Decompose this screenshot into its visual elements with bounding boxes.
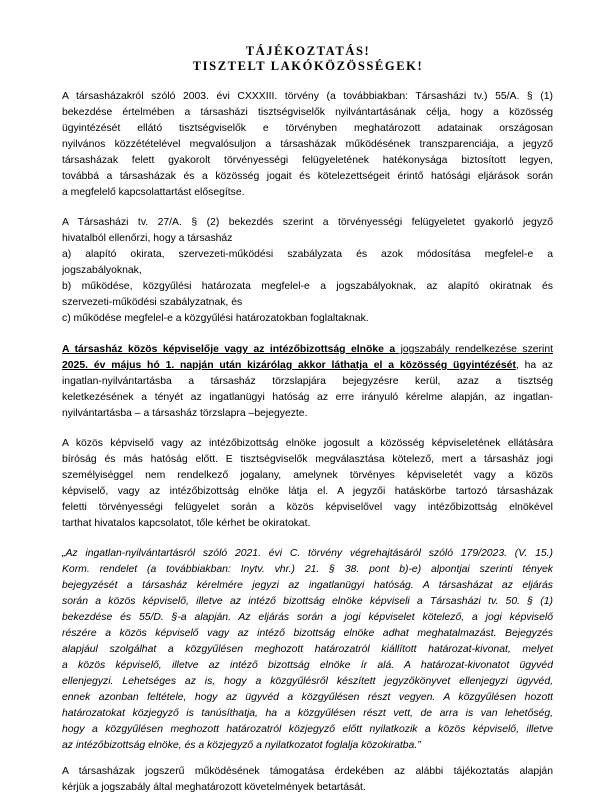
text-line: alapjául szolgálhat a közgyűlésen meghozott határozatról kiállított határozat-kivonat, melyet [62, 644, 553, 655]
paragraph-closing [62, 764, 553, 796]
text-line: során a közös képviselő, illetve az intéző bizottság elnöke képviseli a Társasházi tv. 50. § (1) [62, 596, 553, 607]
paragraph-quote [62, 546, 553, 754]
list-item-b: b) működése, közgyűlési határozata megfelel-e a jogszabályoknak, az alapító okiratnak és [62, 281, 553, 292]
text-line: részére a közös képviselő vagy az intéző bizottság elnöke adhat meghatalmazást. Bejegyzés [62, 628, 553, 639]
paragraph-representative [62, 436, 553, 532]
text-line: bejegyzését a társasház kérelmére jegyzi az ingatlanügyi hatóság. A társasházat az eljárás [62, 580, 553, 591]
text-line: tarthat hivatalos kapcsolatot, tőle kérhet be okiratokat. [62, 518, 311, 529]
list-item-c: c) működése megfelel-e a közgyűlési határozatokban foglaltaknak. [62, 313, 369, 324]
text-line: kérjük a jogszabály által meghatározott követelmények betartását. [62, 782, 366, 793]
text-line: társasházak felett gyakorolt törvényességi felügyeletének hatékonysága biztosított legyen, [62, 155, 553, 166]
text-line: ingatlan-nyilvántartásba a társasház törzslapjára bejegyzésre kerül, azaz a tisztség [62, 376, 553, 387]
text-line: a közös képviselő, illetve az intéző bizottság elnöke ír alá. A határozat-kivonatot ügyvéd [62, 660, 553, 671]
text-line: ellenjegyzi. Lehetséges az is, hogy a közgyűlésről készített jegyzőkönyvet ellenjegyzi ügyvéd, [62, 676, 553, 687]
emphasis-bold: 2025. év május hó 1. napján után kizárólag akkor láthatja el a közösség ügyintézését [62, 360, 516, 371]
text-line: bekezdése és 55/D. §-a alapján. Az eljárás során a jogi képviselet kötelező, a jogi képviselő [62, 612, 553, 623]
document-subtitle: TISZTELT LAKÓKÖZÖSSÉGEK! [192, 59, 424, 73]
text-line: a megfelelő kapcsolattartást elősegítse. [62, 187, 245, 198]
text-line: ügyintézését ellátó tisztségviselők e törvényben meghatározott adatainak országosan [62, 123, 553, 134]
text-line: feletti törvényességi felügyelet során a közös képviselővel vagy intézőbizottság elnökével [62, 502, 553, 513]
text-line: az intézőbizottság elnöke, és a közjegyző a nyilatkozatot foglalja közokiratba.” [62, 740, 421, 751]
text-line: keletkezésének a tényét az ingatlanügyi hatóság az erre irányuló kérelme alapján, az ingatlan- [62, 392, 553, 403]
paragraph-intro [62, 89, 553, 201]
text-line [62, 342, 553, 358]
text-line: személyiséggel nem rendelkező jogalany, amelynek törvényes képviseletét vagy a közös [62, 470, 553, 481]
emphasis-bold: A társasház közös képviselője vagy az intézőbizottság elnöke a [62, 344, 396, 355]
text-line: 2025. év május hó 1. napján után kizárólag akkor láthatja el a közösség ügyintézését, ha az [62, 360, 553, 371]
list-item-b-cont: szervezeti-működési szabályzatnak, és [62, 297, 243, 308]
text-line: bekezdése értelmében a társasházi tisztségviselők nyilvántartásának célja, hogy a közösség [62, 107, 553, 118]
text-line: hivatalból ellenőrzi, hogy a társasház [62, 233, 233, 244]
text-line: A Társasházi tv. 27/A. § (2) bekezdés szerint a törvényességi felügyeletet gyakorló jegyző [62, 217, 553, 228]
text-line: hogy a közgyűlésen meghozott határozatról közjegyző előtt nyilatkozik a közös képviselő, illetve [62, 724, 553, 735]
text-line: nyilvános közzétételével megvalósuljon a társasházak működésének transzparenciája, a jegyző [62, 139, 553, 150]
text-line: A társasházak jogszerű működésének támogatása érdekében az alábbi tájékoztatás alapján [62, 766, 553, 777]
text-line: képviselő, vagy az intézőbizottság elnöke látja el. A jegyzői hatáskörbe tartozó társasházak [62, 486, 553, 497]
text-line: bíróság és más hatóság előtt. E tisztségviselők megválasztása kötelező, mert a társasház jogi [62, 454, 553, 465]
list-item-a-cont: jogszabályoknak, [62, 265, 142, 276]
text-line: A közös képviselő vagy az intézőbizottság elnöke jogosult a közösség képviseletének ellátására [62, 438, 553, 449]
text-line: Korm. rendelet (a továbbiakban: Inytv. vhr.) 21. § 38. pont b)-e) alpontjai szerinti tények [62, 564, 553, 575]
text-line: A társasházakról szóló 2003. évi CXXXIII. törvény (a továbbiakban: Társasházi tv.) 55/A. § (1) [62, 91, 553, 102]
text-line: továbbá a társasházak és a közösség jogait és kötelezettségeit érintő hatósági eljárások során [62, 171, 553, 182]
text-line: ennek azonban feltétele, hogy az ügyvéd a közgyűlésen részt vegyen. A közgyűlésen hozott [62, 692, 553, 703]
document-title: TÁJÉKOZTATÁS! [245, 44, 371, 58]
paragraph-registration [62, 342, 553, 422]
text-line: határozatokat közjegyző is tanúsíthatja, ha a közgyűlésen részt vett, de arra is van lehetőség, [62, 708, 553, 719]
text-line: „Az ingatlan-nyilvántartásról szóló 2021. évi C. törvény végrehajtásáról szóló 179/2023. (V. 15.) [62, 548, 553, 559]
text-line: nyilvántartásba – a társasház törzslapra –bejegyezte. [62, 408, 308, 419]
emphasis-underline: jogszabály rendelkezése szerint [395, 344, 553, 355]
paragraph-supervision [62, 215, 553, 327]
list-item-a: a) alapító okirata, szervezeti-működési szabályzata és azok módosítása megfelel-e a [62, 249, 553, 260]
